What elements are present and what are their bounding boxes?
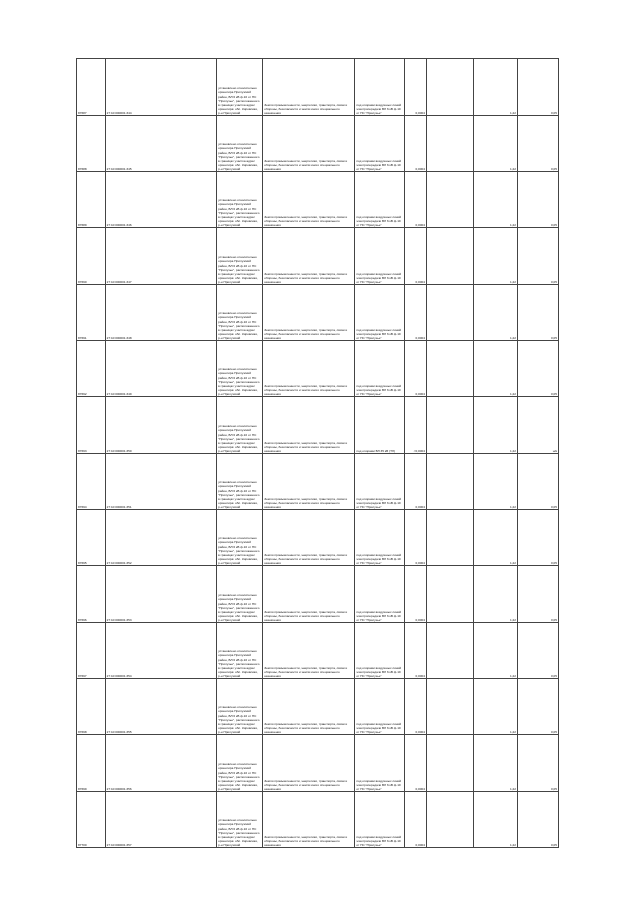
- location-cell: [217, 341, 263, 397]
- row-id-cell: 87693: [77, 397, 106, 454]
- permitted-use-cell: под опорами воздушных линий электропередачи ВЛ 6 кВ ф.10 от ПС "Прилузье": [355, 566, 405, 623]
- land-category-cell: Земли промышленности, энергетики, транспорта, связи и обороны, безопасности и земли иного специального назначения: [263, 454, 355, 510]
- permitted-use-cell: под опорами воздушных линий электропередачи ВЛ 6 кВ ф.10 от ПС "Прилузье": [355, 116, 405, 172]
- land-category-cell: Земли промышленности, энергетики, транспорта, связи и обороны, безопасности и земли иного специального назначения: [263, 510, 355, 566]
- cadastral-number-cell: 27:10:000001:357: [105, 792, 217, 848]
- empty-cell: [426, 566, 473, 623]
- location-cell: [217, 59, 263, 116]
- area-cell: 0,0004: [405, 510, 426, 566]
- land-category-cell: Земли промышленности, энергетики, транспорта, связи и обороны, безопасности и земли иного специального назначения: [263, 792, 355, 848]
- empty-cell: [426, 510, 473, 566]
- row-id-cell: 87697: [77, 623, 106, 679]
- table-row: [77, 679, 559, 735]
- value-cell: 0,05: [518, 623, 559, 679]
- row-id-cell: 87699: [77, 735, 106, 792]
- area-cell: 0,0004: [405, 566, 426, 623]
- value-cell: 0,05: [518, 510, 559, 566]
- table-row: [77, 510, 559, 566]
- land-category-cell: Земли промышленности, энергетики, транспорта, связи и обороны, безопасности и земли иного специального назначения: [263, 172, 355, 228]
- row-id-cell: 87688: [77, 116, 106, 172]
- table-row: [77, 172, 559, 228]
- cadastral-number-cell: 27:10:000001:354: [105, 623, 217, 679]
- location-cell: [217, 510, 263, 566]
- land-category-cell: Земли промышленности, энергетики, транспорта, связи и обороны, безопасности и земли иного специального назначения: [263, 566, 355, 623]
- cadastral-number-cell: 27:10:000001:352: [105, 510, 217, 566]
- land-category-cell: Земли промышленности, энергетики, транспорта, связи и обороны, безопасности и земли иного специального назначения: [263, 735, 355, 792]
- area-cell: 0,0004: [405, 59, 426, 116]
- area-cell: 0,0004: [405, 228, 426, 285]
- value-cell: 0,05: [518, 566, 559, 623]
- table-row: [77, 341, 559, 397]
- rate-cell: 1,22: [474, 792, 518, 848]
- location-text: установлено относительно ориентира Прилузский район, ВЛ 6 кВ ф.10 от ПС "Прилузье", расположенного в границах участка адрес ориентира: обл. Кировская, р-н Прилузский: [218, 86, 260, 115]
- value-cell: 0,05: [518, 116, 559, 172]
- row-id-cell: 87696: [77, 566, 106, 623]
- rate-cell: 1,22: [474, 172, 518, 228]
- rate-cell: 1,22: [474, 566, 518, 623]
- location-text: установлено относительно ориентира Прилузский район, ВЛ 6 кВ ф.10 от ПС "Прилузье", расположенного в границах участка адрес ориентира: обл. Кировская, р-н Прилузский: [218, 593, 260, 622]
- permitted-use-cell: под опорами воздушных линий электропередачи ВЛ 6 кВ ф.10 от ПС "Прилузье": [355, 792, 405, 848]
- empty-cell: [426, 792, 473, 848]
- value-cell: 0,05: [518, 735, 559, 792]
- cadastral-number-cell: 27:10:000001:347: [105, 228, 217, 285]
- area-cell: 0,0004: [405, 623, 426, 679]
- location-cell: [217, 397, 263, 454]
- value-cell: 0,05: [518, 172, 559, 228]
- location-text: установлено относительно ориентира Прилузский район, ВЛ 6 кВ ф.10 от ПС "Прилузье", расположенного в границах участка адрес ориентира: обл. Кировская, р-н Прилузский: [218, 198, 260, 227]
- row-id-cell: 87689: [77, 172, 106, 228]
- area-cell: 0,0004: [405, 679, 426, 735]
- cadastral-number-cell: 27:10:000001:345: [105, 116, 217, 172]
- empty-cell: [426, 116, 473, 172]
- row-id-cell: 87691: [77, 285, 106, 341]
- permitted-use-cell: под опорами воздушных линий электропередачи ВЛ 6 кВ ф.10 от ПС "Прилузье": [355, 228, 405, 285]
- location-text: установлено относительно ориентира Прилузский район, ВЛ 6 кВ ф.10 от ПС "Прилузье", расположенного в границах участка адрес ориентира: обл. Кировская, р-н Прилузский: [218, 762, 260, 791]
- location-text: установлено относительно ориентира Прилузский район, ВЛ 6 кВ ф.10 от ПС "Прилузье", расположенного в границах участка адрес ориентира: обл. Кировская, р-н Прилузский: [218, 536, 260, 565]
- area-cell: <0,0004: [405, 397, 426, 454]
- value-cell: 0,05: [518, 679, 559, 735]
- value-cell: 0,05: [518, 228, 559, 285]
- area-cell: 0,0004: [405, 735, 426, 792]
- land-category-cell: Земли промышленности, энергетики, транспорта, связи и обороны, безопасности и земли иного специального назначения: [263, 623, 355, 679]
- permitted-use-cell: под опорами воздушных линий электропередачи ВЛ 6 кВ ф.10 от ПС "Прилузье": [355, 285, 405, 341]
- location-cell: [217, 566, 263, 623]
- rate-cell: 1,22: [474, 116, 518, 172]
- permitted-use-cell: под опорами воздушных линий электропередачи ВЛ 6 кВ ф.10 от ПС "Прилузье": [355, 623, 405, 679]
- value-cell: н/в: [518, 397, 559, 454]
- table-row: [77, 116, 559, 172]
- empty-cell: [426, 679, 473, 735]
- land-category-cell: Земли промышленности, энергетики, транспорта, связи и обороны, безопасности и земли иного специального назначения: [263, 341, 355, 397]
- row-id-cell: 87690: [77, 228, 106, 285]
- value-cell: 0,05: [518, 792, 559, 848]
- location-text: установлено относительно ориентира Прилузский район, ВЛ 6 кВ ф.10 от ПС "Прилузье", расположенного в границах участка адрес ориентира: обл. Кировская, р-н Прилузский: [218, 649, 260, 678]
- empty-cell: [426, 172, 473, 228]
- value-cell: 0,05: [518, 59, 559, 116]
- cadastral-number-cell: 27:10:000001:346: [105, 172, 217, 228]
- permitted-use-cell: под опорами воздушных линий электропередачи ВЛ 6 кВ ф.10 от ПС "Прилузье": [355, 454, 405, 510]
- row-id-cell: 87700: [77, 792, 106, 848]
- permitted-use-cell: под опорами ВЛ 35 кВ (ТЛ): [355, 397, 405, 454]
- location-text: установлено относительно ориентира Прилузский район, ВЛ 6 кВ ф.10 от ПС "Прилузье", расположенного в границах участка адрес ориентира: обл. Кировская, р-н Прилузский: [218, 367, 260, 396]
- row-id-cell: 87687: [77, 59, 106, 116]
- area-cell: 0,0004: [405, 792, 426, 848]
- area-cell: 0,0004: [405, 285, 426, 341]
- cadastral-number-cell: 27:10:000001:350: [105, 397, 217, 454]
- location-text: установлено относительно ориентира Прилузский район, ВЛ 6 кВ ф.10 от ПС "Прилузье", расположенного в границах участка адрес ориентира: обл. Кировская, р-н Прилузский: [218, 705, 260, 734]
- rate-cell: 1,22: [474, 285, 518, 341]
- empty-cell: [426, 735, 473, 792]
- value-cell: 0,05: [518, 454, 559, 510]
- land-category-cell: Земли промышленности, энергетики, транспорта, связи и обороны, безопасности и земли иного специального назначения: [263, 285, 355, 341]
- location-text: установлено относительно ориентира Прилузский район, ВЛ 6 кВ ф.10 от ПС "Прилузье", расположенного в границах участка адрес ориентира: обл. Кировская, р-н Прилузский: [218, 424, 260, 453]
- table-row: [77, 59, 559, 116]
- empty-cell: [426, 454, 473, 510]
- row-id-cell: 87695: [77, 510, 106, 566]
- location-cell: [217, 679, 263, 735]
- land-category-cell: Земли промышленности, энергетики, транспорта, связи и обороны, безопасности и земли иного специального назначения: [263, 59, 355, 116]
- table-row: [77, 566, 559, 623]
- permitted-use-cell: под опорами воздушных линий электропередачи ВЛ 6 кВ ф.10 от ПС "Прилузье": [355, 510, 405, 566]
- table-row: [77, 623, 559, 679]
- table-row: [77, 735, 559, 792]
- empty-cell: [426, 341, 473, 397]
- row-id-cell: 87698: [77, 679, 106, 735]
- permitted-use-cell: под опорами воздушных линий электропередачи ВЛ 6 кВ ф.10 от ПС "Прилузье": [355, 59, 405, 116]
- rate-cell: 1,22: [474, 679, 518, 735]
- cadastral-number-cell: 27:10:000001:353: [105, 566, 217, 623]
- permitted-use-cell: под опорами воздушных линий электропередачи ВЛ 6 кВ ф.10 от ПС "Прилузье": [355, 735, 405, 792]
- cadastral-number-cell: 27:10:000001:348: [105, 285, 217, 341]
- empty-cell: [426, 623, 473, 679]
- empty-cell: [426, 397, 473, 454]
- location-text: установлено относительно ориентира Прилузский район, ВЛ 6 кВ ф.10 от ПС "Прилузье", расположенного в границах участка адрес ориентира: обл. Кировская, р-н Прилузский: [218, 311, 260, 340]
- rate-cell: 1,22: [474, 59, 518, 116]
- location-cell: [217, 792, 263, 848]
- land-category-cell: Земли промышленности, энергетики, транспорта, связи и обороны, безопасности и земли иного специального назначения: [263, 679, 355, 735]
- cadastral-number-cell: 27:10:000001:356: [105, 735, 217, 792]
- land-parcel-table: [76, 58, 559, 848]
- permitted-use-cell: под опорами воздушных линий электропередачи ВЛ 6 кВ ф.10 от ПС "Прилузье": [355, 679, 405, 735]
- rate-cell: 1,22: [474, 510, 518, 566]
- area-cell: 0,0004: [405, 172, 426, 228]
- permitted-use-cell: под опорами воздушных линий электропередачи ВЛ 6 кВ ф.10 от ПС "Прилузье": [355, 172, 405, 228]
- value-cell: 0,05: [518, 341, 559, 397]
- location-cell: [217, 116, 263, 172]
- land-category-cell: Земли промышленности, энергетики, транспорта, связи и обороны, безопасности и земли иного специального назначения: [263, 397, 355, 454]
- rate-cell: 1,22: [474, 735, 518, 792]
- empty-cell: [426, 285, 473, 341]
- table-row: [77, 454, 559, 510]
- location-cell: [217, 172, 263, 228]
- area-cell: 0,0004: [405, 341, 426, 397]
- location-text: установлено относительно ориентира Прилузский район, ВЛ 6 кВ ф.10 от ПС "Прилузье", расположенного в границах участка адрес ориентира: обл. Кировская, р-н Прилузский: [218, 818, 260, 847]
- row-id-cell: 87694: [77, 454, 106, 510]
- location-cell: [217, 285, 263, 341]
- area-cell: 0,0004: [405, 116, 426, 172]
- location-cell: [217, 735, 263, 792]
- cadastral-number-cell: 27:10:000001:355: [105, 679, 217, 735]
- empty-cell: [426, 228, 473, 285]
- location-text: установлено относительно ориентира Прилузский район, ВЛ 6 кВ ф.10 от ПС "Прилузье", расположенного в границах участка адрес ориентира: обл. Кировская, р-н Прилузский: [218, 480, 260, 509]
- rate-cell: 1,22: [474, 228, 518, 285]
- value-cell: 0,05: [518, 285, 559, 341]
- table-row: [77, 285, 559, 341]
- table-row: [77, 228, 559, 285]
- table-row: [77, 397, 559, 454]
- row-id-cell: 87692: [77, 341, 106, 397]
- location-cell: [217, 228, 263, 285]
- area-cell: 0,0004: [405, 454, 426, 510]
- land-category-cell: Земли промышленности, энергетики, транспорта, связи и обороны, безопасности и земли иного специального назначения: [263, 116, 355, 172]
- rate-cell: 1,22: [474, 397, 518, 454]
- cadastral-number-cell: 27:10:000001:351: [105, 454, 217, 510]
- empty-cell: [426, 59, 473, 116]
- table-row: [77, 792, 559, 848]
- location-cell: [217, 623, 263, 679]
- rate-cell: 1,22: [474, 623, 518, 679]
- cadastral-number-cell: 27:10:000001:344: [105, 59, 217, 116]
- cadastral-number-cell: 27:10:000001:349: [105, 341, 217, 397]
- location-text: установлено относительно ориентира Прилузский район, ВЛ 6 кВ ф.10 от ПС "Прилузье", расположенного в границах участка адрес ориентира: обл. Кировская, р-н Прилузский: [218, 142, 260, 171]
- land-category-cell: Земли промышленности, энергетики, транспорта, связи и обороны, безопасности и земли иного специального назначения: [263, 228, 355, 285]
- rate-cell: 1,22: [474, 454, 518, 510]
- location-text: установлено относительно ориентира Прилузский район, ВЛ 6 кВ ф.10 от ПС "Прилузье", расположенного в границах участка адрес ориентира: обл. Кировская, р-н Прилузский: [218, 255, 260, 284]
- rate-cell: 1,22: [474, 341, 518, 397]
- location-cell: [217, 454, 263, 510]
- permitted-use-cell: под опорами воздушных линий электропередачи ВЛ 6 кВ ф.10 от ПС "Прилузье": [355, 341, 405, 397]
